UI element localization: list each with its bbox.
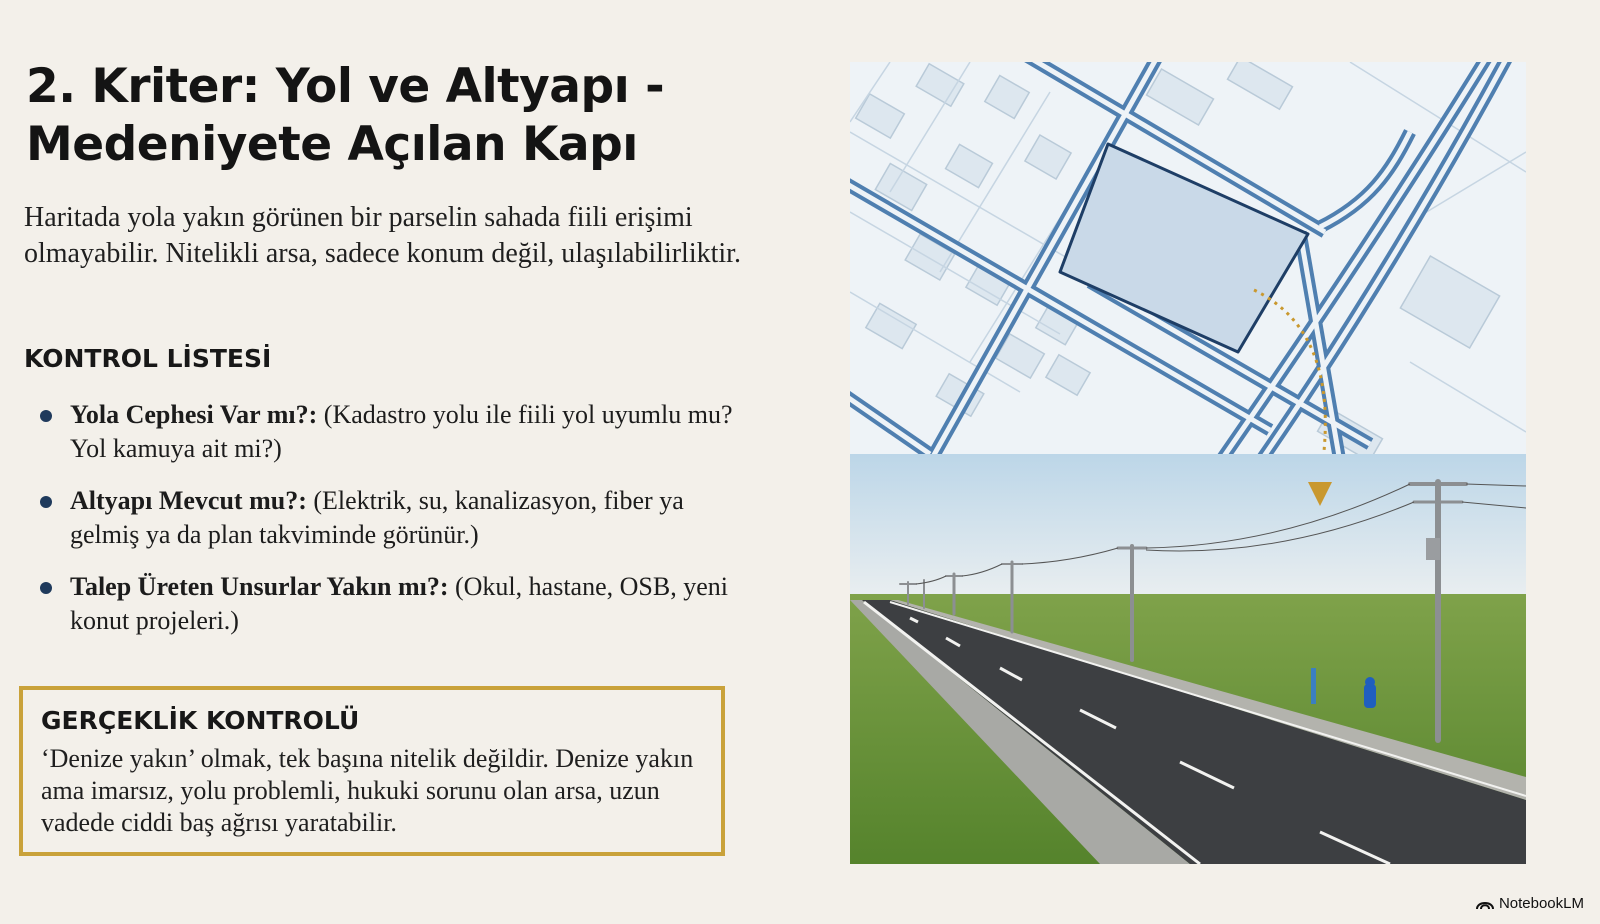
checklist-heading: KONTROL LİSTESİ <box>24 344 272 373</box>
reality-check-heading: GERÇEKLİK KONTROLÜ <box>41 706 360 735</box>
checklist-item <box>40 484 740 552</box>
checklist-item-label: Altyapı Mevcut mu?: <box>70 486 307 515</box>
checklist <box>40 398 740 656</box>
checklist-item-text: (Okul, hastane, OSB, yeni konut projeleri.) <box>70 572 728 635</box>
road-infrastructure-illustration <box>850 62 1526 864</box>
bullet-icon <box>40 582 52 594</box>
title-line-2: Medeniyete Açılan Kapı <box>26 117 638 172</box>
cadastral-map <box>850 62 1526 482</box>
reality-check-box <box>19 686 725 856</box>
bullet-icon <box>40 410 52 422</box>
checklist-item-label: Yola Cephesi Var mı?: <box>70 400 318 429</box>
reality-check-text: ‘Denize yakın’ olmak, tek başına nitelik değildir. Denize yakın ama imarsız, yolu problemli, hukuki sorunu olan arsa, uzun vadede ciddi baş ağrısı yaratabilir. <box>41 744 694 837</box>
intro-paragraph: Haritada yola yakın görünen bir parselin sahada fiili erişimi olmayabilir. Nitelikli arsa, sadece konum değil, ulaşılabilirliktir. <box>24 202 741 269</box>
checklist-item-text: (Elektrik, su, kanalizasyon, fiber ya gelmiş ya da plan takviminde görünür.) <box>70 486 684 549</box>
notebooklm-logo-icon <box>1476 898 1494 910</box>
road-photo <box>850 454 1526 864</box>
brand-name: NotebookLM <box>1498 895 1584 912</box>
bullet-icon <box>40 496 52 508</box>
checklist-item <box>40 570 740 638</box>
checklist-item <box>40 398 740 466</box>
title-line-1: 2. Kriter: Yol ve Altyapı - <box>26 59 665 114</box>
brand-footer <box>1476 895 1584 912</box>
checklist-item-label: Talep Üreten Unsurlar Yakın mı?: <box>70 572 449 601</box>
checklist-item-text: (Kadastro yolu ile fiili yol uyumlu mu? Yol kamuya ait mi?) <box>70 400 733 463</box>
page-title <box>26 58 786 174</box>
